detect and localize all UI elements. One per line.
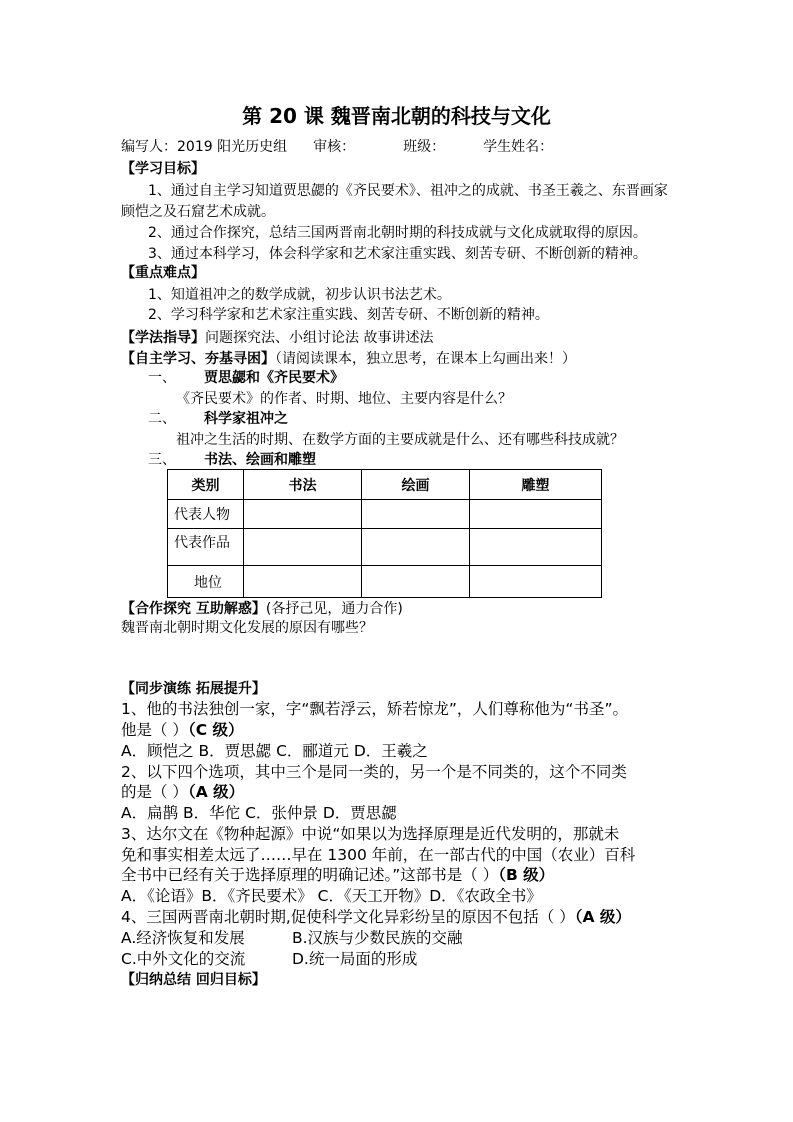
table-cell[interactable] [362, 500, 470, 529]
objective-1a: 1、通过自主学习知道贾思勰的《齐民要术》、祖冲之的成就、书圣王羲之、东晋画家 [148, 183, 668, 199]
objective-1b: 顾恺之及石窟艺术成就。 [121, 204, 275, 220]
keypoints-header: 【重点难点】 [121, 265, 205, 281]
method-text: 问题探究法、小组讨论法 故事讲述法 [205, 330, 434, 346]
q1-level: （C 级） [187, 721, 244, 739]
objectives-header: 【学习目标】 [121, 161, 205, 177]
table-cell[interactable] [244, 529, 362, 566]
section-1-title: 贾思勰和《齐民要术》 [204, 370, 344, 386]
q4-option-c: C.中外文化的交流 [121, 950, 246, 968]
coop-header: 【合作探究 互助解惑】 [121, 601, 266, 617]
table-header-cell: 绘画 [362, 470, 470, 500]
q4-line [121, 910, 631, 926]
section-2-question: 祖冲之生活的时期、在数学方面的主要成就是什么、还有哪些科技成就？ [176, 432, 624, 448]
q3-line-b: 免和事实相差太远了……早在 1300 年前，在一部古代的中国（农业）百科 [121, 846, 636, 864]
table-row [168, 500, 602, 529]
q4-option-b: B.汉族与少数民族的交融 [292, 929, 463, 947]
table-header-row [168, 470, 602, 500]
section-2-title: 科学家祖冲之 [204, 411, 288, 427]
student-name-field: 学生姓名： [483, 139, 554, 155]
q4-option-a: A.经济恢复和发展 [121, 929, 245, 947]
summary-header: 【归纳总结 回归目标】 [121, 972, 266, 988]
reviewer: 审核： [313, 139, 356, 155]
q3-options: A．《论语》B．《齐民要术》 C．《天工开物》D．《农政全书》 [121, 887, 542, 905]
table-cell[interactable] [244, 566, 362, 598]
table-row [168, 566, 602, 598]
table-header-cell: 雕塑 [470, 470, 602, 500]
section-3-num: 三、 [148, 452, 176, 468]
selfstudy-note: （请阅读课本，独立思考，在课本上勾画出来！） [275, 351, 576, 367]
section-3-title: 书法、绘画和雕塑 [204, 452, 316, 468]
table-row [168, 529, 602, 566]
table-cell[interactable] [470, 566, 602, 598]
coop-note: (各抒己见，通力合作) [265, 601, 403, 617]
method-header: 【学法指导】 [121, 330, 205, 346]
q4-stem: 4、三国两晋南北朝时期,促使科学文化异彩纷呈的原因不包括（ ） [121, 908, 575, 926]
selfstudy-header: 【自主学习、夯基寻困】 [121, 351, 275, 367]
q3-line-a: 3、达尔文在《物种起源》中说“如果以为选择原理是近代发明的，那就未 [121, 825, 620, 843]
keypoint-1: 1、知道祖冲之的数学成就，初步认识书法艺术。 [148, 287, 451, 303]
objective-3: 3、通过本科学习，体会科学家和艺术家注重实践、刻苦专研、不断创新的精神。 [148, 246, 647, 262]
section-2-num: 二、 [148, 411, 176, 427]
q2-line-a: 2、以下四个选项，其中三个是同一类的，另一个是不同类的，这个不同类 [121, 763, 627, 781]
q2-line-b [121, 785, 244, 801]
q1-line-a: 1、他的书法独创一家，字“飘若浮云，矫若惊龙”，人们尊称他为“书圣”。 [121, 700, 628, 718]
arts-table [167, 469, 602, 598]
method-line [121, 329, 433, 345]
q2-level: （A 级） [187, 783, 245, 801]
q1-stem: 他是（ ） [121, 721, 188, 739]
q1-options: A．顾恺之 B．贾思勰 C．郦道元 D．王羲之 [121, 742, 428, 760]
table-cell[interactable] [362, 529, 470, 566]
q2-options: A．扁鹊 B．华佗 C．张仲景 D．贾思勰 [121, 804, 397, 822]
table-header-cell: 书法 [244, 470, 362, 500]
page-title: 第 20 课 魏晋南北朝的科技与文化 [242, 104, 551, 128]
q3-line-c [121, 868, 554, 884]
objective-2: 2、通过合作探究，总结三国两晋南北朝时期的科技成就与文化成就取得的原因。 [148, 225, 647, 241]
class-field: 班级： [403, 139, 446, 155]
q2-stem: 的是（ ） [121, 783, 188, 801]
table-header-cell: 类别 [168, 470, 244, 500]
coop-line [121, 600, 403, 616]
section-1-num: 一、 [148, 370, 176, 386]
coop-question: 魏晋南北朝时期文化发展的原因有哪些？ [121, 620, 373, 636]
q3-stem: 全书中已经有关于选择原理的明确记述。”这部书是（ ） [121, 866, 499, 884]
table-cell[interactable] [362, 566, 470, 598]
section-1-question: 《齐民要术》的作者、时期、地位、主要内容是什么？ [176, 391, 512, 407]
meta-line [121, 140, 553, 154]
table-row-label: 代表作品 [168, 529, 244, 566]
table-cell[interactable] [244, 500, 362, 529]
q4-level: （A 级） [574, 908, 631, 926]
table-cell[interactable] [470, 529, 602, 566]
keypoint-2: 2、学习科学家和艺术家注重实践、刻苦专研、不断创新的精神。 [148, 307, 549, 323]
table-cell[interactable] [470, 500, 602, 529]
author: 编写人：2019 阳光历史组 [121, 139, 288, 155]
q1-line-b [121, 723, 243, 739]
table-row-label: 代表人物 [168, 500, 244, 529]
table-row-label: 地位 [168, 566, 244, 598]
practice-header: 【同步演练 拓展提升】 [121, 681, 266, 697]
q3-level: （B 级） [498, 866, 555, 884]
selfstudy-line [121, 350, 576, 366]
q4-option-d: D.统一局面的形成 [292, 950, 418, 968]
